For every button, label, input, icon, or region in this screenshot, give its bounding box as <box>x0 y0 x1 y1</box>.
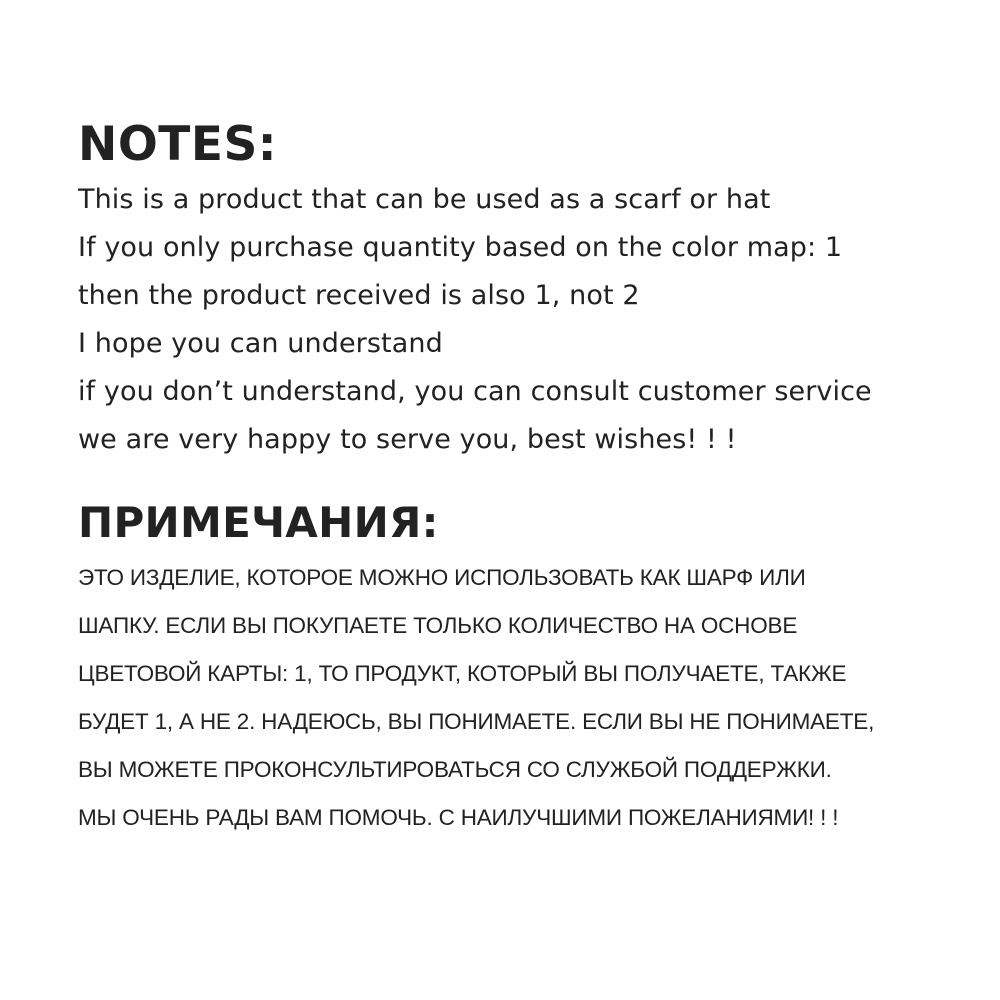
notice-panel <box>78 0 978 1000</box>
notes-heading: NOTES: <box>78 117 278 172</box>
notes-line: we are very happy to serve you, best wishes! ! ! <box>78 424 737 455</box>
notes-line: if you don’t understand, you can consult customer service <box>78 376 872 407</box>
notes-text <box>78 176 872 464</box>
russian-notes-text <box>78 554 874 842</box>
russian-notes-line: ВЫ МОЖЕТЕ ПРОКОНСУЛЬТИРОВАТЬСЯ СО СЛУЖБОЙ ПОДДЕРЖКИ. <box>78 757 832 782</box>
russian-notes-line: ШАПКУ. ЕСЛИ ВЫ ПОКУПАЕТЕ ТОЛЬКО КОЛИЧЕСТВО НА ОСНОВЕ <box>78 613 798 638</box>
russian-notes-line: МЫ ОЧЕНЬ РАДЫ ВАМ ПОМОЧЬ. С НАИЛУЧШИМИ ПОЖЕЛАНИЯМИ! ! ! <box>78 805 839 830</box>
notes-line: This is a product that can be used as a scarf or hat <box>78 184 771 215</box>
russian-notes-line: БУДЕТ 1, А НЕ 2. НАДЕЮСЬ, ВЫ ПОНИМАЕТЕ. ЕСЛИ ВЫ НЕ ПОНИМАЕТЕ, <box>78 709 875 734</box>
notes-line: then the product received is also 1, not 2 <box>78 280 640 311</box>
notes-line: I hope you can understand <box>78 328 443 359</box>
russian-notes-line: ЦВЕТОВОЙ КАРТЫ: 1, ТО ПРОДУКТ, КОТОРЫЙ ВЫ ПОЛУЧАЕТЕ, ТАКЖЕ <box>78 661 847 686</box>
notes-line: If you only purchase quantity based on the color map: 1 <box>78 232 843 263</box>
russian-notes-line: ЭТО ИЗДЕЛИЕ, КОТОРОЕ МОЖНО ИСПОЛЬЗОВАТЬ КАК ШАРФ ИЛИ <box>78 565 806 590</box>
russian-notes-heading: ПРИМЕЧАНИЯ: <box>78 498 439 547</box>
